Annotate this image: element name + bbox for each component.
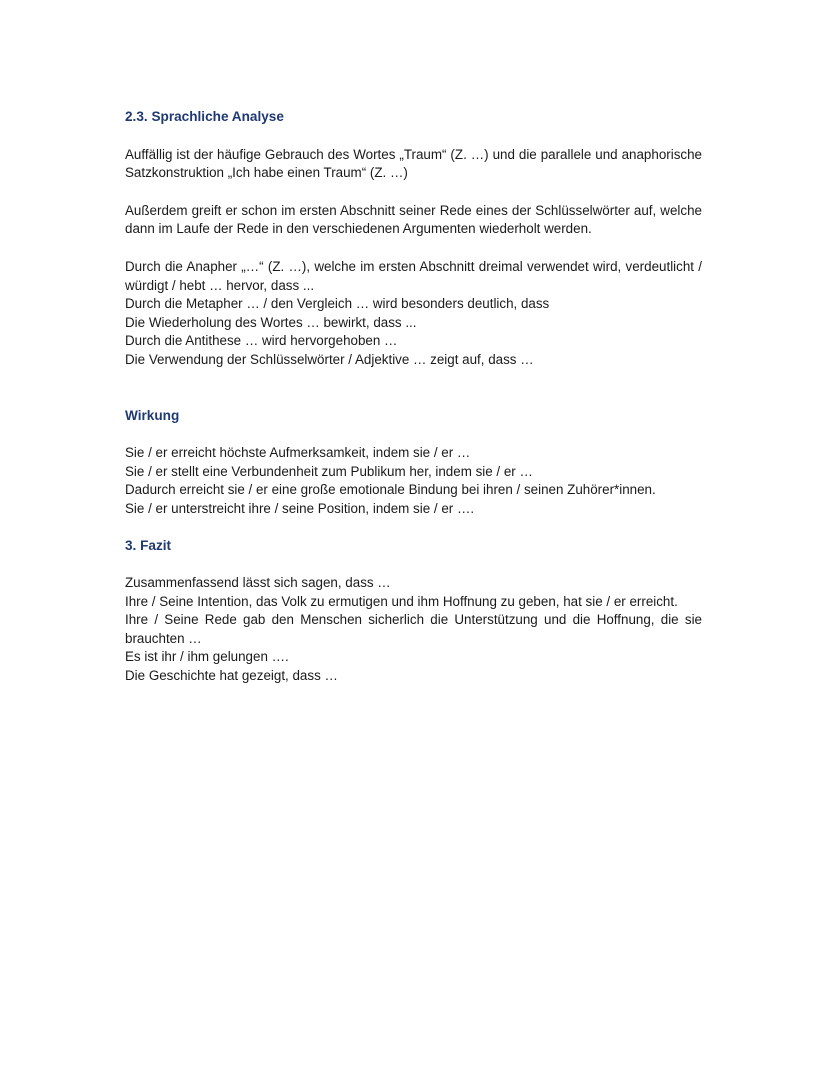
spacer: [125, 127, 702, 146]
paragraph-schluesselwoerter: Außerdem greift er schon im ersten Abschnitt seiner Rede eines der Schlüsselwörter auf, welche dann im Laufe der Rede in den verschiedenen Argumenten wiederholt werden.: [125, 202, 702, 237]
spacer: [125, 183, 702, 202]
text-line-verbundenheit: Sie / er stellt eine Verbundenheit zum Publikum her, indem sie / er …: [125, 463, 533, 479]
text-line-emotionale-bindung: Dadurch erreicht sie / er eine große emotionale Bindung bei ihren / seinen Zuhörer*innen.: [125, 482, 656, 498]
text-line-verwendung: Die Verwendung der Schlüsselwörter / Adjektive … zeigt auf, dass …: [125, 351, 534, 367]
section-heading-sprachliche-analyse: 2.3. Sprachliche Analyse: [125, 109, 284, 124]
spacer: [125, 239, 702, 258]
text-line-wiederholung: Die Wiederholung des Wortes … bewirkt, dass ...: [125, 314, 417, 330]
text-line-geschichte: Die Geschichte hat gezeigt, dass …: [125, 668, 338, 684]
paragraph-rede-unterstuetzung: Ihre / Seine Rede gab den Menschen sicherlich die Unterstützung und die Hoffnung, die sie brauchten …: [125, 612, 702, 646]
spacer: [125, 519, 702, 537]
spacer: [125, 425, 702, 444]
paragraph-traum-gebrauch: Auffällig ist der häufige Gebrauch des Wortes „Traum“ (Z. …) und die parallele und anaphorische Satzkonstruktion „Ich habe einen Traum“ (Z. …): [125, 146, 702, 181]
text-line-gelungen: Es ist ihr / ihm gelungen ….: [125, 649, 289, 665]
text-line-metapher: Durch die Metapher … / den Vergleich … wird besonders deutlich, dass: [125, 296, 550, 312]
text-line-zusammenfassend: Zusammenfassend lässt sich sagen, dass …: [125, 575, 391, 591]
text-line-aufmerksamkeit: Sie / er erreicht höchste Aufmerksamkeit, indem sie / er …: [125, 445, 471, 461]
spacer: [125, 555, 702, 574]
text-line-intention: Ihre / Seine Intention, das Volk zu ermutigen und ihm Hoffnung zu geben, hat sie / er erreicht.: [125, 593, 678, 609]
document-page: [125, 108, 702, 686]
spacer: [125, 370, 702, 407]
section-heading-fazit: 3. Fazit: [125, 537, 172, 553]
text-line-position: Sie / er unterstreicht ihre / seine Position, indem sie / er ….: [125, 500, 475, 516]
text-line-antithese: Durch die Antithese … wird hervorgehoben …: [125, 333, 398, 349]
section-heading-wirkung: Wirkung: [125, 407, 180, 423]
paragraph-anapher: Durch die Anapher „…“ (Z. …), welche im ersten Abschnitt dreimal verwendet wird, verdeutlicht / würdigt / hebt … hervor, dass ...: [125, 258, 702, 293]
